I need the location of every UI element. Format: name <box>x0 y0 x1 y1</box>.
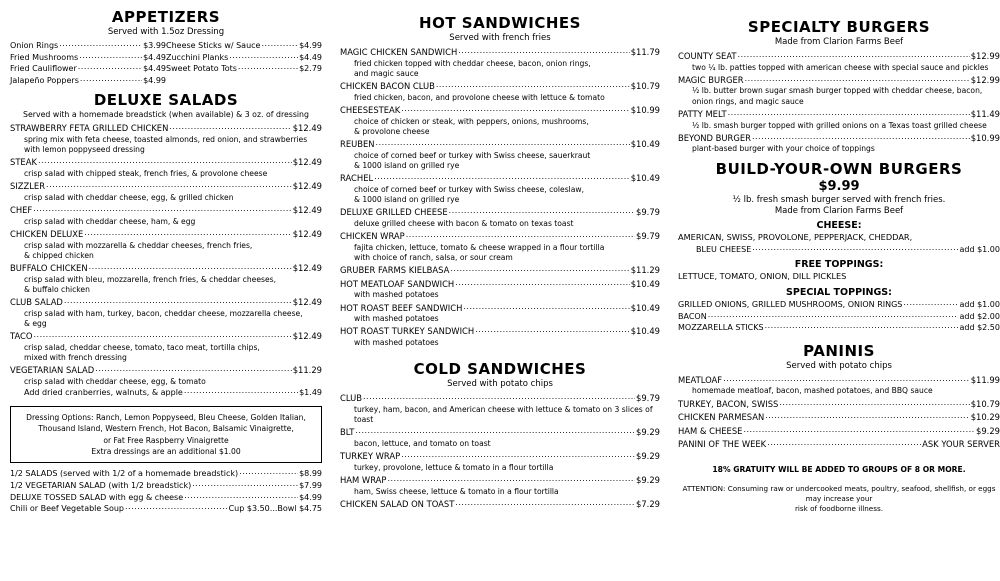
paninis-subtitle: Served with potato chips <box>786 360 892 371</box>
specialty-burgers-subtitle: Made from Clarion Farms Beef <box>774 37 904 47</box>
item-price: $11.99 <box>970 374 1000 385</box>
item-name: CHICKEN WRAP <box>340 231 405 242</box>
item-price: $9.79 <box>636 393 660 404</box>
list-item <box>678 132 1000 155</box>
item-description: & 1000 island on grilled rye <box>354 160 460 170</box>
item-price: $8.99 <box>299 469 322 479</box>
item-price: $11.29 <box>630 265 660 276</box>
leader-dots <box>767 436 921 449</box>
free-toppings-list: LETTUCE, TOMATO, ONION, DILL PICKLES <box>678 271 847 282</box>
dressing-line: or Fat Free Raspberry Vinaigrette <box>103 435 229 445</box>
appetizers-left-column <box>10 40 166 86</box>
leader-dots <box>455 496 635 509</box>
item-description: crisp salad with cheddar cheese, egg, & tomato <box>24 376 206 386</box>
item-price: $4.49 <box>143 64 166 74</box>
item-price: $11.79 <box>630 47 660 57</box>
list-item <box>10 180 322 203</box>
item-name: BLT <box>340 427 355 438</box>
item-price: $7.99 <box>299 480 322 490</box>
attention-line-2: risk of foodborne illness. <box>794 504 884 514</box>
item-name: CHEF <box>10 205 33 216</box>
leader-dots <box>59 38 142 50</box>
special-toppings-header: SPECIAL TOPPINGS: <box>786 287 892 298</box>
item-name: HAM WRAP <box>340 475 387 486</box>
item-price: add $2.00 <box>959 311 1000 321</box>
leader-dots <box>38 154 292 167</box>
item-price: add $1.00 <box>959 244 1000 254</box>
leader-dots <box>79 50 142 62</box>
item-name: SIZZLER <box>10 181 46 192</box>
item-description: fajita chicken, lettuce, tomato & cheese wrapped in a flour tortilla <box>354 242 605 252</box>
item-name: PANINI OF THE WEEK <box>678 439 767 450</box>
list-item <box>10 330 322 363</box>
item-name: GRUBER FARMS KIELBASA <box>340 265 450 276</box>
item-name: CHICKEN PARMESAN <box>678 412 765 423</box>
dressing-line: Extra dressings are an additional $1.00 <box>91 446 241 456</box>
item-name: STRAWBERRY FETA GRILLED CHICKEN <box>10 123 169 134</box>
leader-dots <box>406 228 635 241</box>
appetizers-title: APPETIZERS <box>111 8 221 26</box>
list-item <box>340 104 660 137</box>
gratuity-notice: 18% GRATUITY WILL BE ADDED TO GROUPS OF 8 OR MORE. <box>712 465 966 474</box>
item-description: turkey, provolone, lettuce & tomato in a flour tortilla <box>354 462 554 472</box>
item-description: choice of chicken or steak, with peppers, onions, mushrooms, <box>354 116 589 126</box>
list-item <box>166 63 322 75</box>
list-item <box>10 262 322 295</box>
deluxe-salads-title: DELUXE SALADS <box>93 91 239 110</box>
leader-dots <box>261 38 298 50</box>
item-name: COUNTY SEAT <box>678 51 737 61</box>
item-price: $7.29 <box>636 498 660 509</box>
item-description: ½ lb. butter brown sugar smash burger topped with cheddar cheese, bacon, <box>692 86 983 96</box>
item-name: Jalapeño Poppers <box>10 75 79 85</box>
leader-dots <box>184 490 298 502</box>
list-item <box>678 74 1000 107</box>
hot-sandwiches-list <box>340 46 660 348</box>
item-description: ½ lb. smash burger topped with grilled onions on a Texas toast grilled cheese <box>692 120 987 130</box>
list-item <box>678 322 1000 334</box>
item-description: choice of corned beef or turkey with Swiss cheese, coleslaw, <box>354 184 585 194</box>
item-description: with mashed potatoes <box>354 338 439 348</box>
leader-dots <box>376 136 630 149</box>
item-price: $12.99 <box>970 74 1000 85</box>
list-item <box>340 80 660 103</box>
item-name: RACHEL <box>340 173 374 184</box>
list-item <box>678 108 1000 131</box>
list-item <box>340 172 660 205</box>
item-description: crisp salad with ham, turkey, bacon, cheddar cheese, mozzarella cheese, <box>24 308 303 318</box>
salads-bottom-list <box>10 468 322 514</box>
item-price: $4.49 <box>299 52 322 62</box>
list-item <box>10 364 322 387</box>
list-item <box>340 302 660 325</box>
cold-sandwiches-list <box>340 392 660 510</box>
item-price: $1.49 <box>299 388 322 398</box>
item-price: $12.49 <box>292 157 322 168</box>
item-price: $10.79 <box>970 398 1000 409</box>
item-price: $4.99 <box>299 492 322 502</box>
list-item <box>10 122 322 155</box>
item-price: Cup $3.50...Bowl $4.75 <box>228 504 322 514</box>
item-description: with mashed potatoes <box>354 314 439 324</box>
column-left <box>10 6 330 577</box>
item-name: CHICKEN DELUXE <box>10 229 84 239</box>
leader-dots <box>765 320 959 332</box>
item-price: $9.29 <box>636 475 660 486</box>
leader-dots <box>449 204 635 217</box>
item-price: $10.49 <box>630 139 660 150</box>
leader-dots <box>363 390 635 403</box>
item-price: $10.29 <box>970 412 1000 423</box>
item-price: $9.79 <box>636 231 660 242</box>
leader-dots <box>728 106 970 119</box>
appetizers-list <box>10 40 322 86</box>
item-name: TURKEY WRAP <box>340 451 401 462</box>
leader-dots <box>752 242 958 254</box>
list-item <box>10 156 322 179</box>
leader-dots <box>458 44 629 57</box>
item-price: $12.49 <box>292 297 322 308</box>
leader-dots <box>708 309 959 321</box>
attention-line-1: ATTENTION: Consuming raw or undercooked meats, poultry, seafood, shellfish, or eggs may increase your <box>682 484 996 504</box>
cold-sandwiches-subtitle: Served with potato chips <box>447 379 553 390</box>
leader-dots <box>238 61 298 73</box>
build-your-own-sub2: Made from Clarion Farms Beef <box>774 205 904 216</box>
item-price: add $2.50 <box>959 323 1000 333</box>
leader-dots <box>738 48 970 61</box>
leader-dots <box>125 501 228 513</box>
leader-dots <box>33 202 291 215</box>
item-description: & provolone cheese <box>354 126 430 136</box>
leader-dots <box>229 50 298 62</box>
item-price: $9.79 <box>636 207 660 218</box>
list-item <box>340 206 660 229</box>
specialty-burgers-title: SPECIALTY BURGERS <box>747 18 931 36</box>
leader-dots <box>78 61 142 73</box>
item-name: HOT ROAST BEEF SANDWICH <box>340 302 463 313</box>
item-price: $9.29 <box>976 425 1000 436</box>
leader-dots <box>455 276 629 289</box>
list-item <box>678 50 1000 73</box>
item-price: $4.99 <box>299 41 322 50</box>
leader-dots <box>903 297 958 309</box>
item-description: two ¼ lb. patties topped with american cheese with special sauce and pickles <box>692 62 989 72</box>
item-name: MAGIC CHICKEN SANDWICH <box>340 47 458 57</box>
leader-dots <box>401 102 629 115</box>
item-description: & buffalo chicken <box>24 284 90 294</box>
item-price: $10.99 <box>630 104 660 115</box>
paninis-list <box>678 374 1000 451</box>
item-name: HOT ROAST TURKEY SANDWICH <box>340 326 475 337</box>
list-item <box>678 438 1000 451</box>
item-price: $4.99 <box>143 75 166 85</box>
item-name: DELUXE TOSSED SALAD with egg & cheese <box>10 492 184 502</box>
leader-dots <box>450 262 629 275</box>
item-price: $12.99 <box>970 51 1000 61</box>
leader-dots <box>34 328 292 341</box>
leader-dots <box>64 294 292 307</box>
item-description: crisp salad, cheddar cheese, tomato, taco meat, tortilla chips, <box>24 342 260 352</box>
cold-sandwiches-title: COLD SANDWICHES <box>413 360 587 379</box>
leader-dots <box>46 178 292 191</box>
item-price: $2.79 <box>299 64 322 74</box>
list-item <box>340 46 660 79</box>
item-description: deluxe grilled cheese with bacon & tomato on texas toast <box>354 218 574 228</box>
appetizers-right-column <box>166 40 322 86</box>
item-name: VEGETARIAN SALAD <box>10 365 95 376</box>
item-description: bacon, lettuce, and tomato on toast <box>354 438 491 448</box>
leader-dots <box>239 466 298 478</box>
item-description: spring mix with feta cheese, toasted almonds, red onion, and strawberries <box>24 134 308 144</box>
build-your-own-sub1: ½ lb. fresh smash burger served with french fries. <box>732 194 946 205</box>
item-description: choice of corned beef or turkey with Swiss cheese, sauerkraut <box>354 150 591 160</box>
bleu-cheese-option <box>696 244 1000 256</box>
item-price: $10.49 <box>630 173 660 184</box>
leader-dots <box>752 130 970 143</box>
item-name: CHEESESTEAK <box>340 104 401 115</box>
item-description: with lemon poppyseed dressing <box>24 145 145 155</box>
list-item <box>10 228 322 261</box>
item-name: MAGIC BURGER <box>678 74 744 85</box>
item-name: HAM & CHEESE <box>678 425 743 436</box>
item-description: & egg <box>24 319 47 329</box>
deluxe-salads-subtitle: Served with a homemade breadstick (when available) & 3 oz. of dressing <box>23 110 309 120</box>
item-name: MOZZARELLA STICKS <box>678 323 764 333</box>
item-price: $10.99 <box>970 132 1000 143</box>
item-name: CLUB SALAD <box>10 297 63 308</box>
free-toppings-header: FREE TOPPINGS: <box>794 259 884 271</box>
item-description: ham, Swiss cheese, lettuce & tomato in a flour tortilla <box>354 486 559 496</box>
list-item <box>340 392 660 425</box>
item-description: crisp salad with cheddar cheese, egg, & grilled chicken <box>24 192 234 202</box>
list-item <box>340 138 660 171</box>
leader-dots <box>169 120 291 133</box>
leader-dots <box>463 300 629 313</box>
item-description: crisp salad with chipped steak, french fries, & provolone cheese <box>24 169 268 179</box>
item-description: crisp salad with cheddar cheese, ham, & egg <box>24 216 196 226</box>
list-item <box>340 450 660 473</box>
leader-dots <box>475 323 629 336</box>
item-description: & chipped chicken <box>24 250 94 260</box>
list-item <box>10 75 166 87</box>
item-price: ASK YOUR SERVER <box>922 439 1000 450</box>
item-description: plant-based burger with your choice of toppings <box>692 144 875 154</box>
item-description: turkey, ham, bacon, and American cheese with lettuce & tomato on 3 slices of toast <box>354 404 653 425</box>
item-name: Sweet Potato Tots <box>166 64 237 74</box>
item-name: Chili or Beef Vegetable Soup <box>10 504 124 514</box>
item-price: $10.49 <box>630 326 660 337</box>
leader-dots <box>355 424 635 437</box>
paninis-title: PANINIS <box>803 341 875 360</box>
list-item <box>340 325 660 348</box>
salad-addon <box>24 387 322 399</box>
item-price: $12.49 <box>292 331 322 342</box>
item-price: $11.49 <box>970 108 1000 119</box>
item-name: Fried Mushrooms <box>10 52 79 62</box>
list-item <box>340 498 660 511</box>
item-name: BEYOND BURGER <box>678 132 751 143</box>
leader-dots <box>387 472 635 485</box>
item-price: $10.49 <box>630 278 660 289</box>
dressing-line: Dressing Options: Ranch, Lemon Poppyseed, Bleu Cheese, Golden Italian, <box>26 412 306 422</box>
item-name: BUFFALO CHICKEN <box>10 263 88 274</box>
item-name: BLEU CHEESE <box>696 244 752 254</box>
list-item <box>340 278 660 301</box>
item-description: & 1000 island on grilled rye <box>354 194 460 204</box>
item-price: $12.49 <box>292 181 322 192</box>
item-name: TACO <box>10 331 33 342</box>
item-price: $12.49 <box>292 205 322 216</box>
leader-dots <box>89 260 292 273</box>
item-description: with choice of ranch, salsa, or sour cream <box>354 252 513 262</box>
build-your-own-title: BUILD-YOUR-OWN BURGERS <box>715 159 963 178</box>
item-price: $10.49 <box>630 302 660 313</box>
item-name: Add dried cranberries, walnuts, & apple <box>24 388 183 398</box>
list-item <box>10 296 322 329</box>
item-name: Zucchini Planks <box>166 52 229 62</box>
appetizers-subtitle: Served with 1.5oz Dressing <box>107 27 225 37</box>
item-price: $3.99 <box>143 41 166 50</box>
item-name: PATTY MELT <box>678 108 727 119</box>
leader-dots <box>374 170 630 183</box>
attention-notice <box>678 484 1000 514</box>
item-name: 1/2 SALADS (served with 1/2 of a homemade breadstick) <box>10 469 239 479</box>
leader-dots <box>95 362 292 375</box>
item-description: crisp salad with mozzarella & cheddar cheeses, french fries, <box>24 240 253 250</box>
leader-dots <box>745 72 970 85</box>
list-item <box>10 503 322 515</box>
list-item <box>340 230 660 263</box>
item-price: add $1.00 <box>959 300 1000 309</box>
leader-dots <box>743 423 975 436</box>
dressing-options-box <box>10 406 322 464</box>
leader-dots <box>723 372 970 385</box>
list-item <box>10 204 322 227</box>
cheese-header: CHEESE: <box>816 219 862 231</box>
item-description: crisp salad with bleu, mozzarella, french fries, & cheddar cheeses, <box>24 274 276 284</box>
leader-dots <box>779 396 969 409</box>
item-price: $12.49 <box>292 123 322 134</box>
item-price: $12.49 <box>292 263 322 274</box>
item-name: CHICKEN BACON CLUB <box>340 81 435 92</box>
item-description: mixed with french dressing <box>24 353 127 363</box>
item-name: REUBEN <box>340 139 375 150</box>
item-name: Onion Rings <box>10 41 59 50</box>
item-description: with mashed potatoes <box>354 290 439 300</box>
item-description: and magic sauce <box>354 68 419 78</box>
item-name: Fried Cauliflower <box>10 64 77 74</box>
item-name: Cheese Sticks w/ Sauce <box>166 41 261 50</box>
item-name: TURKEY, BACON, SWISS <box>678 398 779 409</box>
leader-dots <box>401 448 635 461</box>
column-middle <box>330 6 670 577</box>
item-description: onion rings, and magic sauce <box>692 96 804 106</box>
list-item <box>340 426 660 449</box>
build-your-own-price: $9.99 <box>818 178 860 194</box>
item-price: $11.29 <box>292 365 322 376</box>
item-description: fried chicken, bacon, and provolone cheese with lettuce & tomato <box>354 92 605 102</box>
item-name: 1/2 VEGETARIAN SALAD (with 1/2 breadstick) <box>10 480 192 490</box>
item-description: fried chicken topped with cheddar cheese, bacon, onion rings, <box>354 58 591 68</box>
hot-sandwiches-title: HOT SANDWICHES <box>419 14 581 32</box>
item-price: $9.29 <box>636 427 660 438</box>
item-name: STEAK <box>10 157 37 168</box>
item-name: CHICKEN SALAD ON TOAST <box>340 498 455 509</box>
item-name: MEATLOAF <box>678 374 723 385</box>
leader-dots <box>184 385 298 397</box>
specialty-burgers-list <box>678 50 1000 155</box>
item-name: HOT MEATLOAF SANDWICH <box>340 278 455 289</box>
deluxe-salads-list <box>10 122 322 398</box>
hot-sandwiches-subtitle: Served with french fries <box>449 33 551 43</box>
item-name: GRILLED ONIONS, GRILLED MUSHROOMS, ONION RINGS <box>678 300 903 309</box>
item-price: $12.49 <box>292 229 322 239</box>
leader-dots <box>80 73 142 85</box>
leader-dots <box>436 78 630 91</box>
leader-dots <box>765 409 969 422</box>
leader-dots <box>192 478 298 490</box>
cheese-options: AMERICAN, SWISS, PROVOLONE, PEPPERJACK, CHEDDAR, <box>678 231 913 242</box>
item-name: CLUB <box>340 393 362 404</box>
item-name: DELUXE GRILLED CHEESE <box>340 207 448 218</box>
column-right <box>670 6 1000 577</box>
item-price: $4.49 <box>143 52 166 62</box>
dressing-line: Thousand Island, Western French, Hot Bacon, Balsamic Vinaigrette, <box>38 424 294 434</box>
item-price: $9.29 <box>636 451 660 462</box>
leader-dots <box>84 226 291 239</box>
item-price: $10.79 <box>630 81 660 92</box>
list-item <box>340 474 660 497</box>
item-name: BACON <box>678 311 707 321</box>
list-item <box>678 374 1000 397</box>
item-description: homemade meatloaf, bacon, mashed potatoes, and BBQ sauce <box>692 386 933 396</box>
